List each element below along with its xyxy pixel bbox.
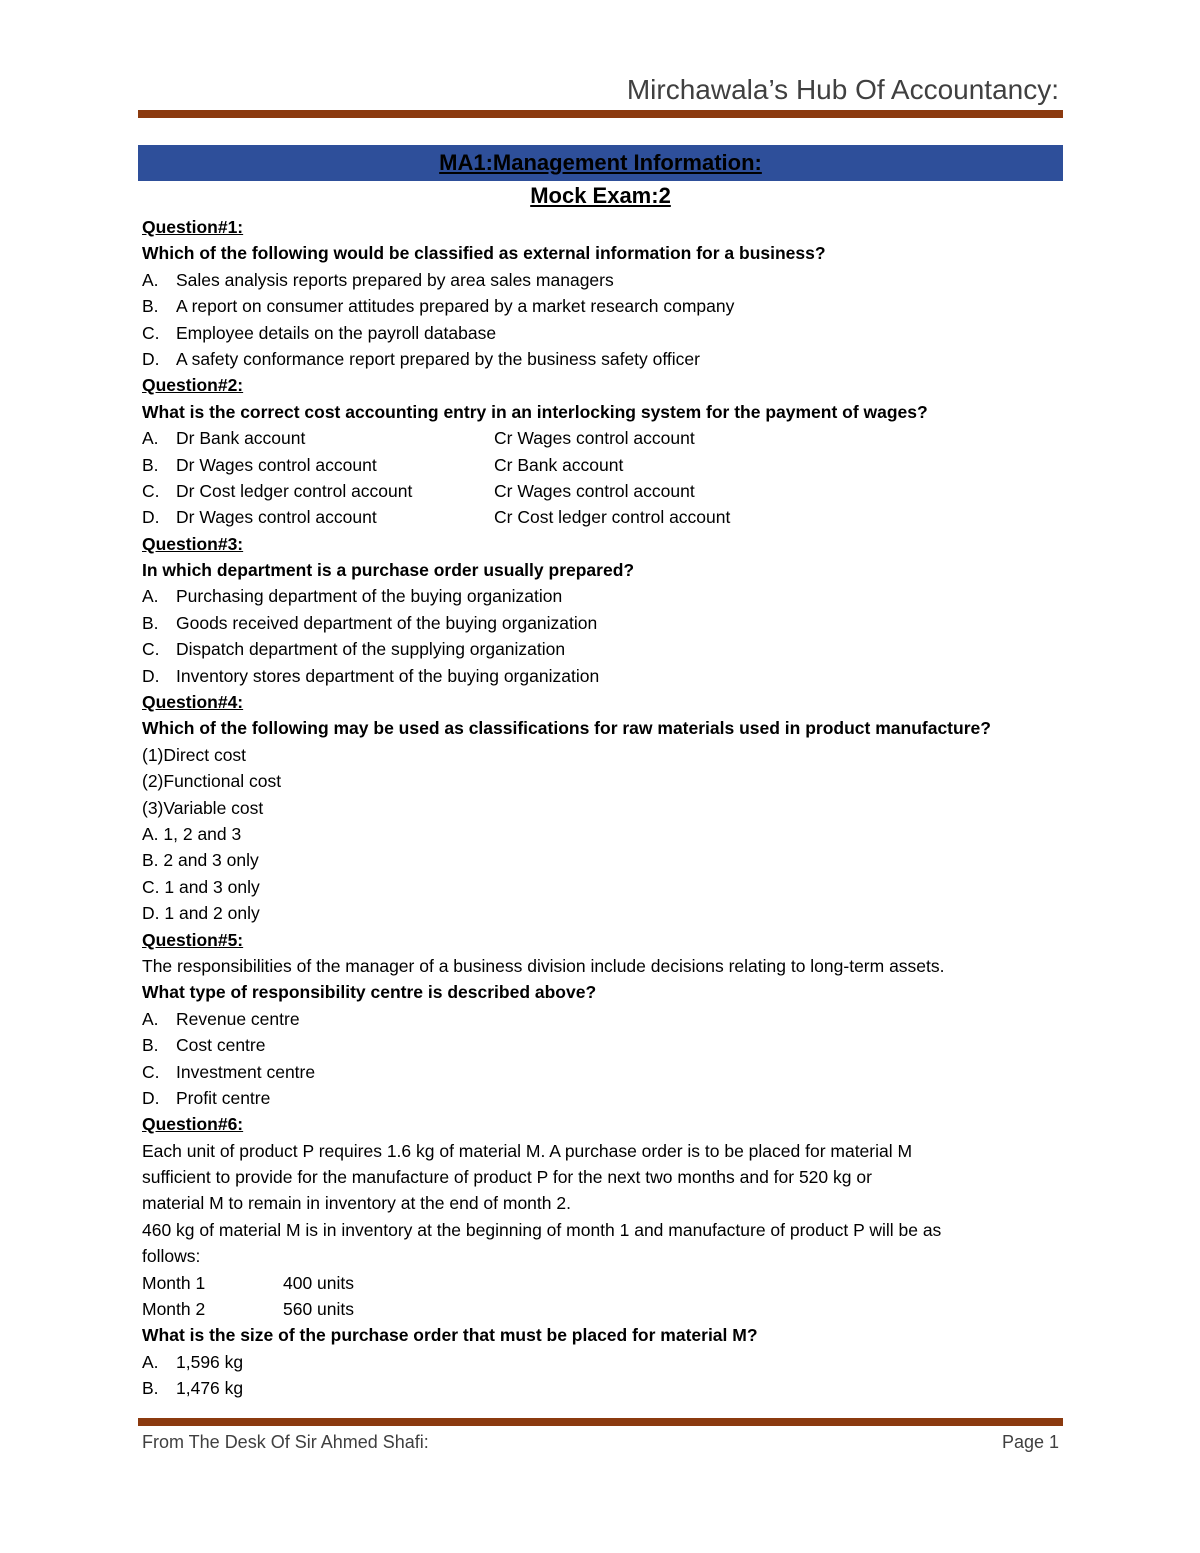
question-6-text: What is the size of the purchase order that must be placed for material M? (142, 1325, 758, 1346)
q1-option-c: C. Employee details on the payroll database (142, 322, 497, 343)
q6-option-b: B. 1,476 kg (142, 1378, 244, 1399)
banner-title: MA1:Management Information: (439, 150, 762, 175)
header-title: Mirchawala’s Hub Of Accountancy: (626, 74, 1059, 105)
q1-option-d: D. A safety conformance report prepared by the business safety officer (142, 348, 700, 369)
exam-subtitle: Mock Exam:2 (530, 183, 671, 208)
q2-option-c: C. Dr Cost ledger control account Cr Wages control account (142, 480, 695, 501)
q5-option-d: D. Profit centre (142, 1087, 271, 1108)
q6-month-1: Month 1 400 units (142, 1272, 355, 1293)
q1-option-b: B. A report on consumer attitudes prepared by a market research company (142, 296, 735, 317)
question-2-title: Question#2: (142, 375, 244, 396)
page-number: Page 1 (1001, 1432, 1059, 1452)
question-4-text: Which of the following may be used as classifications for raw materials used in product manufacture? (142, 718, 991, 739)
question-6-para1-line2: sufficient to provide for the manufacture of product P for the next two months and for 520 kg or (142, 1167, 872, 1188)
title-banner (138, 145, 1063, 181)
exam-content (142, 214, 1062, 1402)
q3-option-c: C. Dispatch department of the supplying organization (142, 639, 566, 660)
question-5-title: Question#5: (142, 929, 244, 950)
q4-option-b: B. 2 and 3 only (142, 850, 259, 871)
question-6-title: Question#6: (142, 1114, 244, 1135)
q2-option-b: B. Dr Wages control account Cr Bank account (142, 454, 624, 475)
question-2-text: What is the correct cost accounting entry in an interlocking system for the payment of wages? (142, 401, 928, 422)
question-6-para1-line1: Each unit of product P requires 1.6 kg of material M. A purchase order is to be placed for material M (142, 1140, 913, 1161)
question-3-title: Question#3: (142, 533, 244, 554)
header-rule (138, 110, 1063, 118)
q6-month-2: Month 2 560 units (142, 1299, 355, 1320)
question-6-para2-line1: 460 kg of material M is in inventory at the beginning of month 1 and manufacture of product P will be as (142, 1219, 942, 1240)
q2-option-a: A. Dr Bank account Cr Wages control account (142, 428, 695, 449)
q6-option-a: A. 1,596 kg (142, 1351, 244, 1372)
q1-option-a: A. Sales analysis reports prepared by area sales managers (142, 269, 614, 290)
q4-option-d: D. 1 and 2 only (142, 903, 260, 924)
q2-option-d: D. Dr Wages control account Cr Cost ledger control account (142, 507, 731, 528)
question-5-intro: The responsibilities of the manager of a business division include decisions relating to long-term assets. (142, 955, 945, 976)
q5-option-c: C. Investment centre (142, 1061, 316, 1082)
q3-option-d: D. Inventory stores department of the buying organization (142, 665, 600, 686)
q4-option-c: C. 1 and 3 only (142, 876, 260, 897)
q5-option-b: B. Cost centre (142, 1035, 266, 1056)
question-1-text: Which of the following would be classified as external information for a business? (142, 243, 826, 264)
question-3-text: In which department is a purchase order usually prepared? (142, 560, 635, 581)
q4-item-3: (3)Variable cost (142, 797, 264, 818)
q3-option-a: A. Purchasing department of the buying organization (142, 586, 563, 607)
question-5-text: What type of responsibility centre is described above? (142, 982, 597, 1003)
footer-author: From The Desk Of Sir Ahmed Shafi: (142, 1432, 429, 1452)
question-6-para2-line2: follows: (142, 1246, 201, 1267)
question-1-title: Question#1: (142, 217, 244, 237)
q5-option-a: A. Revenue centre (142, 1008, 300, 1029)
q4-item-2: (2)Functional cost (142, 771, 282, 792)
q4-item-1: (1)Direct cost (142, 744, 247, 765)
question-4-title: Question#4: (142, 692, 244, 713)
question-6-para1-line3: material M to remain in inventory at the end of month 2. (142, 1193, 571, 1214)
q3-option-b: B. Goods received department of the buying organization (142, 612, 598, 633)
q4-option-a: A. 1, 2 and 3 (142, 823, 242, 844)
footer-rule (138, 1418, 1063, 1426)
